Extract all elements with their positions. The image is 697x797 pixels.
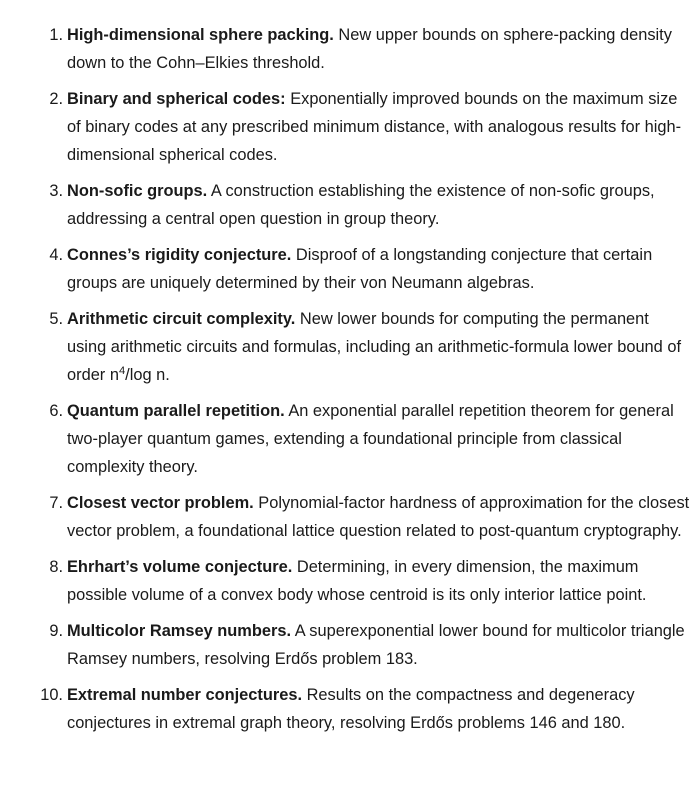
item-body-text-end: /log n. xyxy=(125,366,170,384)
item-number: 4. xyxy=(49,246,63,264)
item-title: High-dimensional sphere packing. xyxy=(67,26,334,44)
item-body: Determining, in every dimension, the maximum possible volume of a convex body whose centroid is its only interior lattice point. xyxy=(67,558,647,604)
item-body: Exponentially improved bounds on the maximum size of binary codes at any prescribed minimum distance, with analogous results for high-dimensional spherical codes. xyxy=(67,90,682,164)
item-title: Binary and spherical codes: xyxy=(67,90,286,108)
item-number: 7. xyxy=(49,494,63,512)
list-item xyxy=(0,617,697,673)
list-item xyxy=(0,489,697,545)
item-number: 10. xyxy=(40,686,63,704)
item-number: 9. xyxy=(49,622,63,640)
item-number: 3. xyxy=(49,182,63,200)
exponent: 4 xyxy=(118,364,126,377)
item-number: 1. xyxy=(49,26,63,44)
item-title: Non-sofic groups. xyxy=(67,182,208,200)
item-body: A construction establishing the existence of non-sofic groups, addressing a central open question in group theory. xyxy=(67,182,655,228)
list-item xyxy=(0,21,697,77)
item-body: Disproof of a longstanding conjecture that certain groups are uniquely determined by their von Neumann algebras. xyxy=(67,246,653,292)
item-number: 5. xyxy=(49,310,63,328)
item-body: Results on the compactness and degeneracy conjectures in extremal graph theory, resolving Erdős problems 146 and 180. xyxy=(67,686,635,732)
item-title: Extremal number conjectures. xyxy=(67,686,303,704)
item-body: New upper bounds on sphere-packing density down to the Cohn–Elkies threshold. xyxy=(67,26,672,72)
item-number: 6. xyxy=(49,402,63,420)
item-title: Arithmetic circuit complexity. xyxy=(67,310,296,328)
item-title: Quantum parallel repetition. xyxy=(67,402,285,420)
item-title: Connes’s rigidity conjecture. xyxy=(67,246,292,264)
list-item xyxy=(0,305,697,389)
item-body: A superexponential lower bound for multicolor triangle Ramsey numbers, resolving Erdős problem 183. xyxy=(67,622,685,668)
item-number: 2. xyxy=(49,90,63,108)
list-item xyxy=(0,177,697,233)
list-item xyxy=(0,553,697,609)
item-body: Polynomial-factor hardness of approximation for the closest vector problem, a foundational lattice question related to post-quantum cryptography. xyxy=(67,494,690,540)
item-title: Closest vector problem. xyxy=(67,494,254,512)
item-body-text: New lower bounds for computing the permanent using arithmetic circuits and formulas, including an arithmetic-formula lower bound of order n xyxy=(67,310,682,384)
item-body: An exponential parallel repetition theorem for general two-player quantum games, extending a foundational principle from classical complexity theory. xyxy=(67,402,674,476)
item-title: Ehrhart’s volume conjecture. xyxy=(67,558,293,576)
list-item xyxy=(0,241,697,297)
list-item xyxy=(0,681,697,737)
item-title: Multicolor Ramsey numbers. xyxy=(67,622,292,640)
list-item xyxy=(0,85,697,169)
list-item xyxy=(0,397,697,481)
results-list xyxy=(0,21,697,737)
item-number: 8. xyxy=(49,558,63,576)
